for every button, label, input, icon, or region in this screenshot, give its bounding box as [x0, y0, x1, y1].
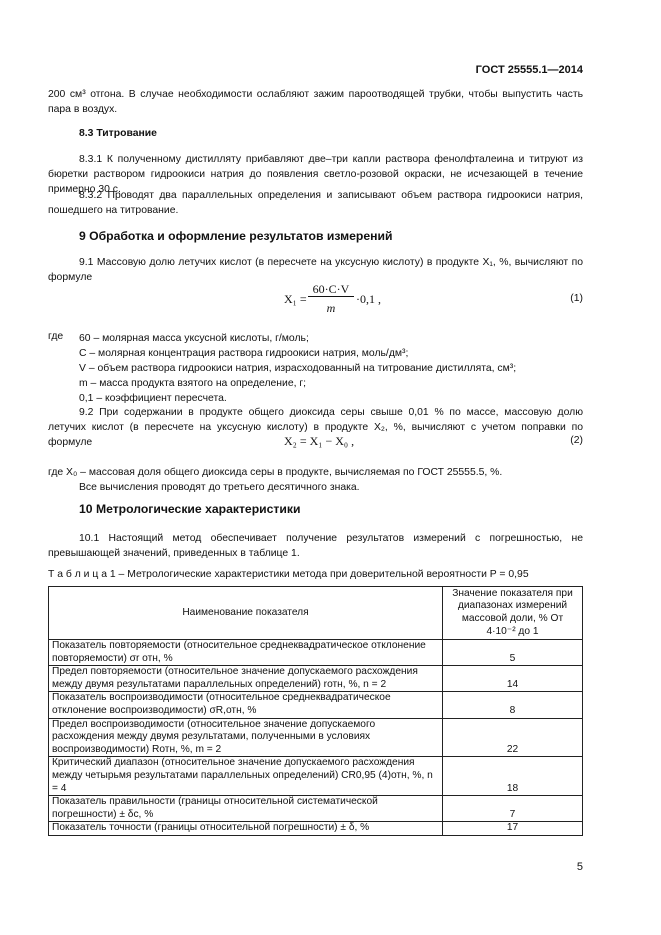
- column-header-name: Наименование показателя: [49, 587, 443, 640]
- table-row: [49, 718, 583, 757]
- table-row: [49, 666, 583, 692]
- table-row: [49, 640, 583, 666]
- row-value: 17: [443, 822, 583, 836]
- column-header-value: Значение показателя при диапазонах измерений массовой доли, % От 4·10⁻² до 1: [443, 587, 583, 640]
- table-caption: Т а б л и ц а 1 – Метрологические характеристики метода при доверительной вероятности P = 0,95: [48, 569, 529, 580]
- row-value: 8: [443, 692, 583, 718]
- row-name: Показатель повторяемости (относительное среднеквадратическое отклонение повторяемости) σr отн, %: [49, 640, 443, 666]
- paragraph-9-1: 9.1 Массовую долю летучих кислот (в пересчете на уксусную кислоту) в продукте X₁, %, вычисляют по формуле: [48, 257, 583, 283]
- section-9-title: 9 Обработка и оформление результатов измерений: [79, 229, 393, 243]
- formula-1-number: (1): [570, 293, 583, 304]
- paragraph-10-1: 10.1 Настоящий метод обеспечивает получение результатов измерений с погрешностью, не превышающей значений, приведенных в таблице 1.: [48, 533, 583, 559]
- table-header-row: [49, 587, 583, 640]
- row-value: 22: [443, 718, 583, 757]
- table-row: [49, 822, 583, 836]
- metrology-table: [48, 586, 583, 836]
- formula-1-denominator: m: [326, 301, 336, 315]
- row-value: 18: [443, 757, 583, 796]
- formula-1-numerator: 60·C·V: [308, 282, 354, 297]
- paragraph-8-3-1: 8.3.1 К полученному дистилляту прибавляют две–три капли раствора фенолфталеина и титруют из бюретки раствором гидроокиси натрия до появления светло-розовой окраски, не исчезающей в течение примерно 30 с.: [48, 154, 583, 195]
- section-10-title: 10 Метрологические характеристики: [79, 502, 301, 516]
- calculation-note: Все вычисления проводят до третьего десятичного знака.: [79, 482, 360, 493]
- where-label: где: [48, 331, 64, 342]
- table-row: [49, 757, 583, 796]
- page-number: 5: [576, 861, 583, 873]
- definition-item: 0,1 – коэффициент пересчета.: [79, 393, 227, 404]
- table-row: [49, 692, 583, 718]
- row-value: 14: [443, 666, 583, 692]
- section-8-3-title: 8.3 Титрование: [79, 128, 157, 139]
- intro-paragraph: 200 см³ отгона. В случае необходимости ослабляют зажим пароотводящей трубки, чтобы выпустить часть пара в воздух.: [48, 89, 583, 115]
- paragraph-8-3-2: 8.3.2 Проводят два параллельных определения и записывают объем раствора гидроокиси натрия, пошедшего на титрование.: [48, 190, 583, 216]
- where-2-definition: где X₀ – массовая доля общего диоксида серы в продукте, вычисляемая по ГОСТ 25555.5, %.: [48, 467, 503, 478]
- row-name: Критический диапазон (относительное значение допускаемого расхождения между четырьмя результатами параллельных определений) CR0,95 (4)отн, %, n = 4: [49, 757, 443, 796]
- table-row: [49, 796, 583, 822]
- document-code: ГОСТ 25555.1—2014: [475, 64, 583, 76]
- row-name: Показатель правильности (границы относительной систематической погрешности) ± δc, %: [49, 796, 443, 822]
- row-name: Предел повторяемости (относительное значение допускаемого расхождения между двумя результатами параллельных определений) rотн, %, n = 2: [49, 666, 443, 692]
- formula-2-text: X₂ = X₁ − X₀ ,: [284, 434, 355, 448]
- definition-item: 60 – молярная масса уксусной кислоты, г/моль;: [79, 333, 309, 344]
- formula-2-number: (2): [570, 435, 583, 446]
- row-value: 7: [443, 796, 583, 822]
- definition-item: m – масса продукта взятого на определение, г;: [79, 378, 307, 389]
- formula-1-lhs: X₁ =: [284, 292, 307, 306]
- row-name: Показатель воспроизводимости (относительное среднеквадратическое отклонение воспроизводимости) σR,отн, %: [49, 692, 443, 718]
- formula-1-rhs: ·0,1 ,: [356, 292, 381, 306]
- definitions-list: [79, 331, 589, 406]
- row-value: 5: [443, 640, 583, 666]
- paragraph-9-2: 9.2 При содержании в продукте общего диоксида серы свыше 0,01 % по массе, массовую долю летучих кислот (в пересчете на уксусную кислоту) в продукте X₂, %, вычисляют с учетом поправки по формуле: [48, 407, 583, 448]
- row-name: Показатель точности (границы относительной погрешности) ± δ, %: [49, 822, 443, 836]
- row-name: Предел воспроизводимости (относительное значение допускаемого расхождения между двумя результатами, полученными в условиях воспроизводимости) Rотн, %, m = 2: [49, 718, 443, 757]
- definition-item: C – молярная концентрация раствора гидроокиси натрия, моль/дм³;: [79, 348, 409, 359]
- definition-item: V – объем раствора гидроокиси натрия, израсходованный на титрование дистиллята, см³;: [79, 363, 517, 374]
